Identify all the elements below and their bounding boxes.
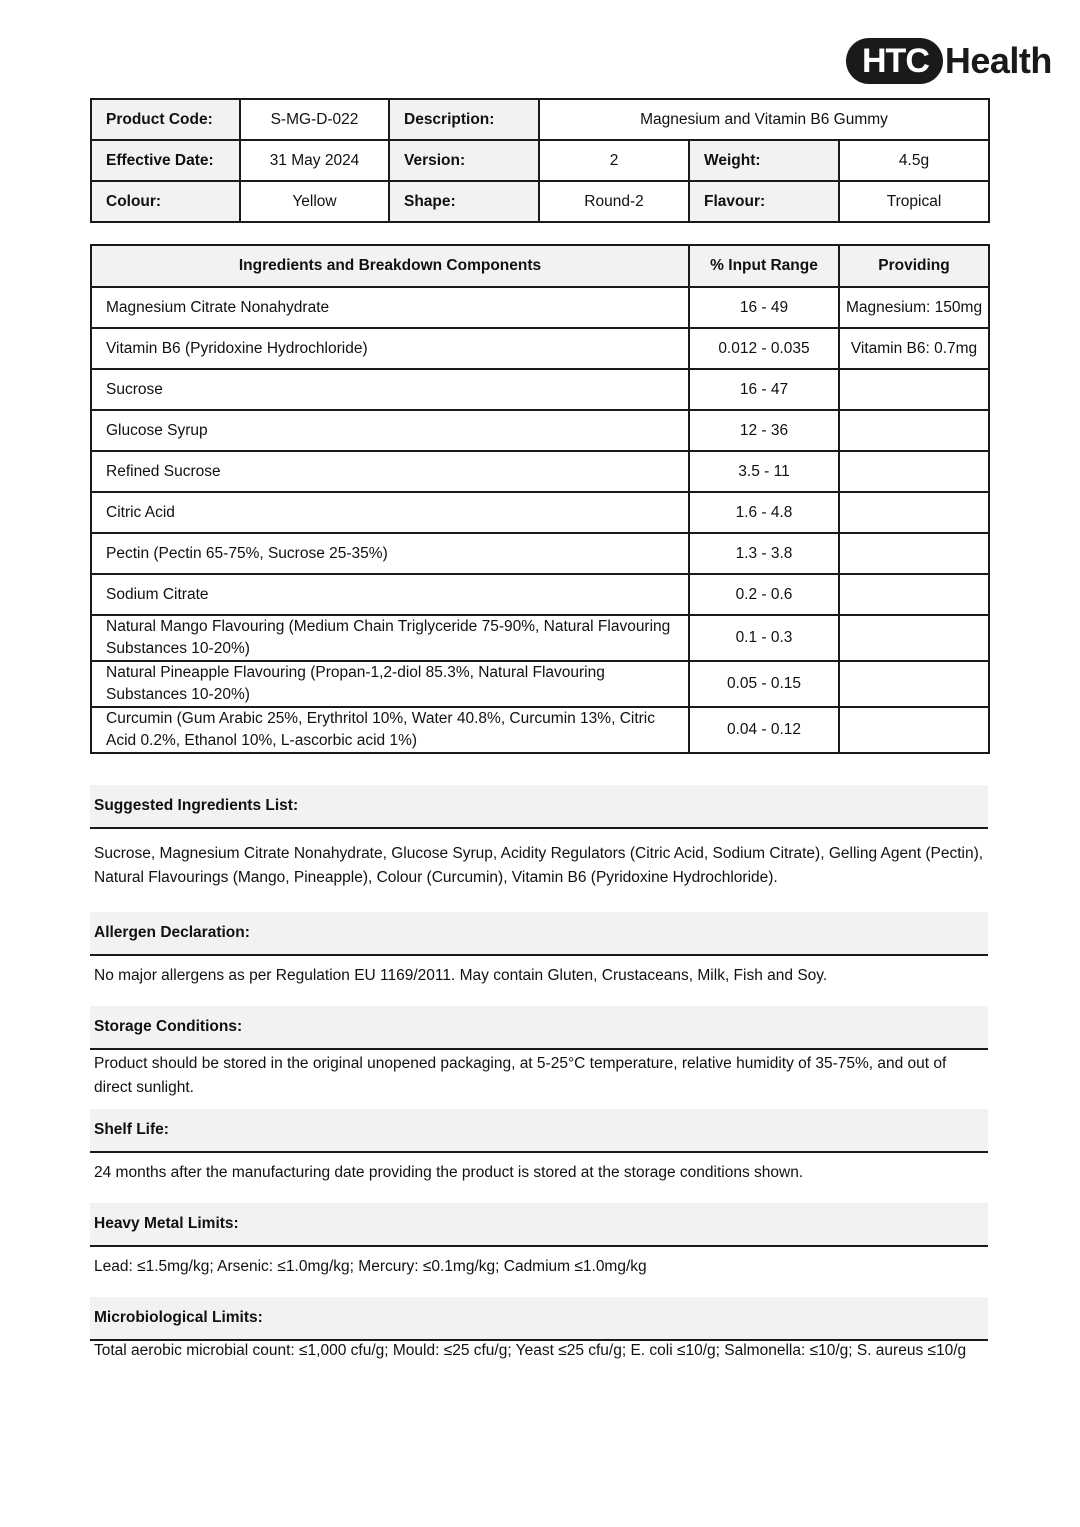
ingredient-providing	[839, 369, 989, 410]
ingredient-name: Citric Acid	[91, 492, 689, 533]
flavour-value: Tropical	[839, 181, 989, 222]
section-body: Product should be stored in the original unopened packaging, at 5-25°C temperature, relative humidity of 35-75%, and out of direct sunlight.	[94, 1055, 947, 1096]
section-body: Sucrose, Magnesium Citrate Nonahydrate, Glucose Syrup, Acidity Regulators (Citric Acid, Sodium Citrate), Gelling Agent (Pectin), Natural Flavourings (Mango, Pineapple), Colour (Curcumin), Vitamin B6 (Pyridoxine Hydrochloride).	[94, 845, 984, 886]
ingredient-name: Natural Pineapple Flavouring (Propan-1,2-diol 85.3%, Natural Flavouring Substances 10-20%)	[91, 661, 689, 707]
section-allergen	[90, 912, 988, 988]
section-heading: Shelf Life:	[90, 1109, 988, 1153]
product-spec-table	[90, 98, 990, 223]
ingredient-range: 1.3 - 3.8	[689, 533, 839, 574]
table-row	[91, 451, 989, 492]
version-value: 2	[539, 140, 689, 181]
table-row	[91, 369, 989, 410]
colour-value: Yellow	[240, 181, 389, 222]
ingredient-range: 1.6 - 4.8	[689, 492, 839, 533]
section-body: 24 months after the manufacturing date providing the product is stored at the storage conditions shown.	[94, 1164, 804, 1181]
ingredient-range: 0.04 - 0.12	[689, 707, 839, 753]
section-microbiological	[90, 1297, 988, 1363]
ingredient-providing: Vitamin B6: 0.7mg	[839, 328, 989, 369]
section-heading: Storage Conditions:	[90, 1006, 988, 1050]
ingredient-range: 16 - 47	[689, 369, 839, 410]
table-row	[91, 533, 989, 574]
ingredient-providing	[839, 574, 989, 615]
header-providing: Providing	[839, 245, 989, 287]
section-heading: Suggested Ingredients List:	[90, 785, 988, 829]
colour-label: Colour:	[91, 181, 240, 222]
ingredient-name: Vitamin B6 (Pyridoxine Hydrochloride)	[91, 328, 689, 369]
ingredient-providing	[839, 451, 989, 492]
ingredient-range: 0.1 - 0.3	[689, 615, 839, 661]
section-ingredients-list	[90, 785, 988, 890]
description-value: Magnesium and Vitamin B6 Gummy	[539, 99, 989, 140]
ingredient-name: Pectin (Pectin 65-75%, Sucrose 25-35%)	[91, 533, 689, 574]
section-shelf-life	[90, 1109, 988, 1185]
section-heading: Allergen Declaration:	[90, 912, 988, 956]
ingredient-name: Natural Mango Flavouring (Medium Chain Triglyceride 75-90%, Natural Flavouring Substances 10-20%)	[91, 615, 689, 661]
ingredients-table	[90, 244, 990, 754]
header-input-range: % Input Range	[689, 245, 839, 287]
table-row	[91, 661, 989, 707]
product-code-value: S-MG-D-022	[240, 99, 389, 140]
ingredient-name: Magnesium Citrate Nonahydrate	[91, 287, 689, 328]
ingredient-range: 0.012 - 0.035	[689, 328, 839, 369]
effective-date-value: 31 May 2024	[240, 140, 389, 181]
ingredient-providing	[839, 533, 989, 574]
section-body: No major allergens as per Regulation EU 1169/2011. May contain Gluten, Crustaceans, Milk, Fish and Soy.	[94, 967, 828, 984]
ingredient-name: Glucose Syrup	[91, 410, 689, 451]
spec-row-colour	[91, 181, 989, 222]
table-row	[91, 410, 989, 451]
ingredient-providing: Magnesium: 150mg	[839, 287, 989, 328]
ingredient-name: Refined Sucrose	[91, 451, 689, 492]
section-heavy-metal	[90, 1203, 988, 1279]
ingredient-providing	[839, 615, 989, 661]
ingredients-header-row	[91, 245, 989, 287]
logo-htc-mark: HTC	[846, 38, 943, 84]
spec-row-product	[91, 99, 989, 140]
description-label: Description:	[389, 99, 539, 140]
ingredient-name: Sodium Citrate	[91, 574, 689, 615]
header-ingredients: Ingredients and Breakdown Components	[91, 245, 689, 287]
section-storage	[90, 1006, 988, 1100]
shape-label: Shape:	[389, 181, 539, 222]
ingredient-range: 12 - 36	[689, 410, 839, 451]
section-body: Total aerobic microbial count: ≤1,000 cfu/g; Mould: ≤25 cfu/g; Yeast ≤25 cfu/g; E. coli ≤10/g; Salmonella: ≤10/g; S. aureus ≤10/g	[94, 1342, 967, 1359]
ingredient-name: Curcumin (Gum Arabic 25%, Erythritol 10%, Water 40.8%, Curcumin 13%, Citric Acid 0.2%, Ethanol 10%, L-ascorbic acid 1%)	[91, 707, 689, 753]
table-row	[91, 707, 989, 753]
product-code-label: Product Code:	[91, 99, 240, 140]
htc-health-logo	[846, 38, 1052, 84]
spec-row-date	[91, 140, 989, 181]
table-row	[91, 287, 989, 328]
table-row	[91, 574, 989, 615]
table-row	[91, 328, 989, 369]
ingredient-providing	[839, 707, 989, 753]
ingredient-range: 16 - 49	[689, 287, 839, 328]
section-body: Lead: ≤1.5mg/kg; Arsenic: ≤1.0mg/kg; Mercury: ≤0.1mg/kg; Cadmium ≤1.0mg/kg	[94, 1258, 647, 1275]
ingredient-range: 0.05 - 0.15	[689, 661, 839, 707]
table-row	[91, 615, 989, 661]
ingredient-range: 3.5 - 11	[689, 451, 839, 492]
effective-date-label: Effective Date:	[91, 140, 240, 181]
weight-label: Weight:	[689, 140, 839, 181]
section-heading: Microbiological Limits:	[90, 1297, 988, 1341]
ingredient-providing	[839, 661, 989, 707]
shape-value: Round-2	[539, 181, 689, 222]
weight-value: 4.5g	[839, 140, 989, 181]
ingredient-name: Sucrose	[91, 369, 689, 410]
flavour-label: Flavour:	[689, 181, 839, 222]
table-row	[91, 492, 989, 533]
section-heading: Heavy Metal Limits:	[90, 1203, 988, 1247]
ingredient-range: 0.2 - 0.6	[689, 574, 839, 615]
ingredient-providing	[839, 492, 989, 533]
ingredient-providing	[839, 410, 989, 451]
logo-health-word: Health	[944, 40, 1052, 81]
version-label: Version:	[389, 140, 539, 181]
